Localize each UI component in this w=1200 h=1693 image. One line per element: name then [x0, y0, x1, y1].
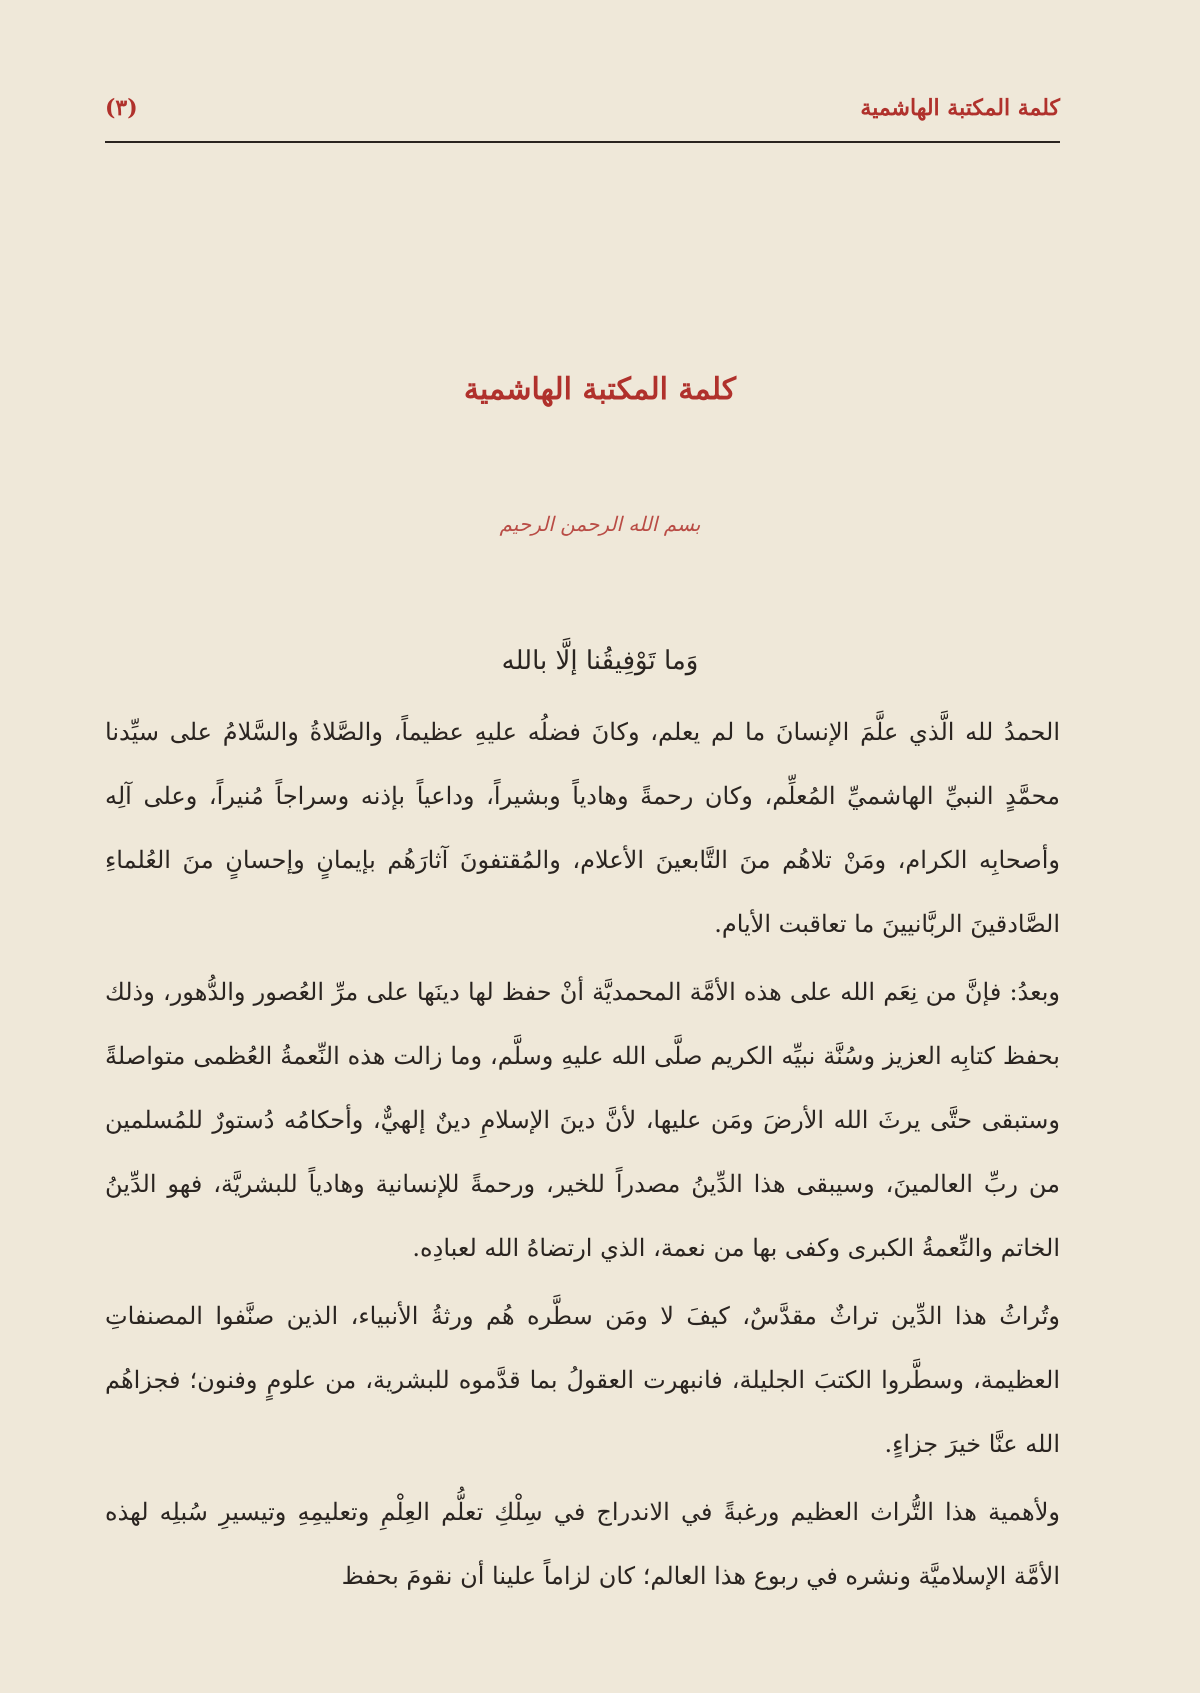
paragraph: وتُراثُ هذا الدِّين تراثٌ مقدَّسٌ، كيفَ لا ومَن سطَّره هُم ورثةُ الأنبياء، الذين صنَّفوا المصنفاتِ العظيمة، وسطَّروا الكتبَ الجليلة، فانبهرت العقولُ بما قدَّموه للبشرية، من علومٍ وفنون؛ فجزاهُم الله عنَّا خيرَ جزاءٍ. — [105, 1302, 1061, 1458]
paragraph: الحمدُ لله الَّذي علَّمَ الإنسانَ ما لم يعلم، وكانَ فضلُه عليهِ عظيماً، والصَّلاةُ والسَّلامُ على سيِّدنا محمَّدٍ النبيِّ الهاشميِّ المُعلِّم، وكان رحمةً وهادياً وبشيراً، وداعياً بإذنه وسراجاً مُنيراً، وعلى آلِه وأصحابِه الكرام، ومَنْ تلاهُم منَ التَّابعينَ الأعلام، والمُقتفونَ آثارَهُم بإيمانٍ وإحسانٍ منَ العُلماءِ الصَّادقينَ الربَّانيينَ ما تعاقبت الأيام. — [105, 718, 1060, 938]
paragraph: وبعدُ: فإنَّ من نِعَم الله على هذه الأمَّة المحمديَّة أنْ حفظ لها دينَها على مرِّ العُصور والدُّهور، وذلك بحفظ كتابِه العزيز وسُنَّة نبيِّه الكريم صلَّى الله عليهِ وسلَّم، وما زالت هذه النِّعمةُ العُظمى متواصلةً وستبقى حتَّى يرثَ الله الأرضَ ومَن عليها، لأنَّ دينَ الإسلامِ دينٌ إلهيٌّ، وأحكامُه دُستورٌ للمُسلمين من ربِّ العالمينَ، وسيبقى هذا الدِّينُ مصدراً للخير، ورحمةً للإنسانية وهادياً للبشريَّة، فهو الدِّينُ الخاتم والنِّعمةُ الكبرى وكفى بها من نعمة، الذي ارتضاهُ الله لعبادِه. — [105, 978, 1060, 1262]
header-divider — [105, 141, 1060, 143]
paragraph: ولأهمية هذا التُّراث العظيم ورغبةً في الاندراج في سِلْكِ تعلُّم العِلْمِ وتعليمِهِ وتيسيرِ سُبلِه لهذه الأمَّة الإسلاميَّة ونشره في ربوع هذا العالم؛ كان لزاماً علينا أن نقومَ بحفظ — [105, 1498, 1060, 1590]
basmala-calligraphy: بسم الله الرحمن الرحيم — [499, 512, 701, 536]
opening-verse: وَما تَوْفِيقُنا إلَّا بالله — [501, 646, 699, 676]
body-text — [105, 700, 1060, 1612]
chapter-title: كلمة المكتبة الهاشمية — [463, 372, 737, 407]
page-number: (٣) — [105, 95, 138, 121]
running-header — [105, 88, 1060, 128]
running-header-title: كلمة المكتبة الهاشمية — [860, 95, 1060, 121]
